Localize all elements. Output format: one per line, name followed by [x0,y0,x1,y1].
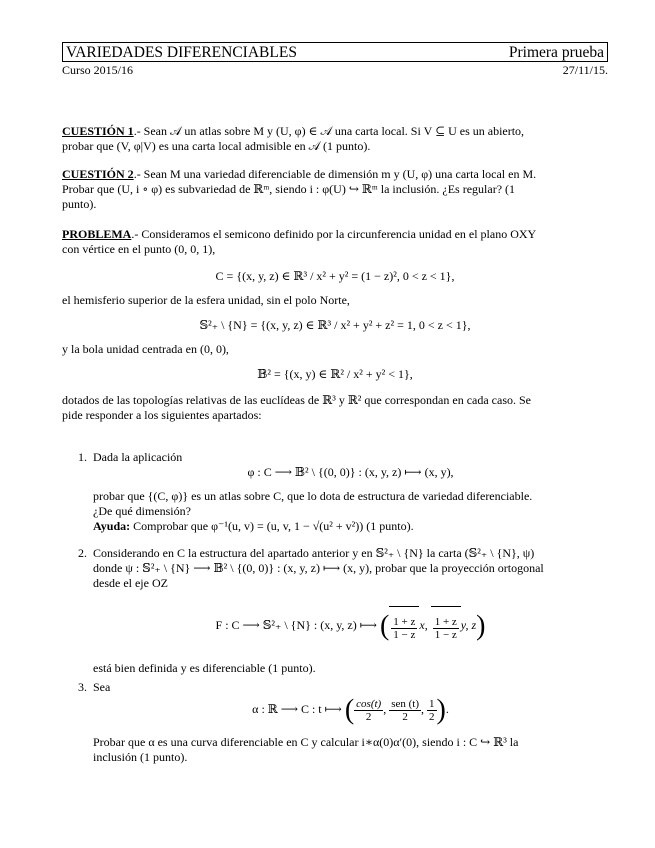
course-title: VARIEDADES DIFERENCIABLES [66,43,297,61]
subheader [62,63,608,78]
open-paren: ( [379,610,390,642]
problem-intro-2: con vértice en el punto (0, 0, 1), [62,242,216,256]
item-1-help: Comprobar que φ⁻¹(u, v) = (u, v, 1 − √(u² + v²)) (1 punto). [130,519,414,533]
item-3-text-1: Probar que α es una curva diferenciable en C y calcular i∗α(0)α′(0), siendo i : C ↪ ℝ³ la [93,735,519,749]
item-1-text-2: ¿De qué dimensión? [93,504,191,518]
exam-date: 27/11/15. [562,63,608,77]
sqrt-1: $\frac{1 + z}{1 - z}$ [389,606,419,647]
item-3-lead: Sea [93,680,111,694]
item-2-text-1: Considerando en C la estructura del apartado anterior y en 𝕊²₊ \ {N} la carta (𝕊²₊ \ {N}, ψ) [93,546,535,560]
item-3-number: 3. [78,680,87,694]
open-paren-3: ( [344,694,355,726]
equation-ball: 𝔹² = {(x, y) ∈ ℝ² / x² + y² < 1}, [257,367,413,381]
item-1-text-1: probar que {(C, φ)} es un atlas sobre C, que lo dota de estructura de variedad diferenciable. [93,489,533,503]
problem-label: PROBLEMA [62,227,132,241]
item-2-equation-block: F : C ⟶ 𝕊²₊ \ {N} : (x, y, z) ⟼ ( $\frac{1 + z}{1 - z}$ x, $\frac{1 + z}{1 - z}$ y, z) [93,605,608,645]
q2-text-1: .- Sean M una variedad diferenciable de dimensión m y (U, φ) una carta local en M. [133,167,537,181]
course-year: Curso 2015/16 [62,63,134,77]
item-1-help-label: Ayuda: [93,519,131,533]
item-3-equation-block: α : ℝ ⟶ C : t ⟼ ( $\frac{\cos(t)}{2}$ , $\frac{\text{sen (t)}}{2}$ , $\frac{1}{2}$ ). [252,694,449,726]
q2-text-3: punto). [62,197,97,211]
question-1 [62,124,608,154]
q1-text-2: probar que (V, φ|V) es una carta local admisible en 𝒜 (1 punto). [62,139,371,153]
item-2-equation: F : C ⟶ 𝕊²₊ \ {N} : (x, y, z) ⟼ [215,618,377,632]
exam-label: Primera prueba [508,43,604,61]
close-paren: ) [476,610,486,642]
q2-label: CUESTIÓN 2 [62,167,134,181]
hemisphere-text: el hemisferio superior de la esfera unidad, sin el polo Norte, [62,293,350,307]
item-2-text-3: desde el eje OZ [93,576,168,590]
item-2-text-4: está bien definida y es diferenciable (1 punto). [93,661,316,675]
close-paren-3: ) [436,694,446,726]
question-2 [62,167,608,212]
item-2-text-2: donde ψ : 𝕊²₊ \ {N} ⟶ 𝔹² \ {(0, 0)} : (x, y, z) ⟼ (x, y), probar que la proyección ortogonal [93,561,544,575]
title-box [62,42,608,62]
exam-header [62,42,608,78]
sqrt-2: $\frac{1 + z}{1 - z}$ [431,606,461,647]
equation-cone: C = {(x, y, z) ∈ ℝ³ / x² + y² = (1 − z)², 0 < z < 1}, [215,269,455,283]
item-1 [78,450,608,534]
item-1-lead: Dada la aplicación [93,450,183,464]
ball-text: y la bola unidad centrada en (0, 0), [62,342,229,356]
item-3-equation: α : ℝ ⟶ C : t ⟼ [252,702,342,716]
item-1-equation: φ : C ⟶ 𝔹² \ {(0, 0)} : (x, y, z) ⟼ (x, y), [247,465,454,479]
item-3-text-2: inclusión (1 punto). [93,750,188,764]
q2-text-2: Probar que (U, i ∘ φ) es subvariedad de ℝᵐ, siendo i : φ(U) ↪ ℝᵐ la inclusión. ¿Es regular? (1 [62,182,516,196]
problem [62,227,608,423]
item-3 [78,680,608,765]
item-2 [78,546,608,676]
q1-label: CUESTIÓN 1 [62,124,134,138]
problem-intro-1: .- Consideramos el semicono definido por la circunferencia unidad en el plano OXY [131,227,537,241]
item-1-number: 1. [78,450,87,464]
item-2-number: 2. [78,546,87,560]
q1-text-1: .- Sean 𝒜 un atlas sobre M y (U, φ) ∈ 𝒜 una carta local. Si V ⊆ U es un abierto, [133,124,525,138]
topology-text-2: pide responder a los siguientes apartados: [62,408,262,422]
equation-sphere: 𝕊²₊ \ {N} = {(x, y, z) ∈ ℝ³ / x² + y² + z² = 1, 0 < z < 1}, [199,318,471,332]
topology-text-1: dotados de las topologías relativas de las euclídeas de ℝ³ y ℝ² que correspondan en cada caso. Se [62,393,531,407]
